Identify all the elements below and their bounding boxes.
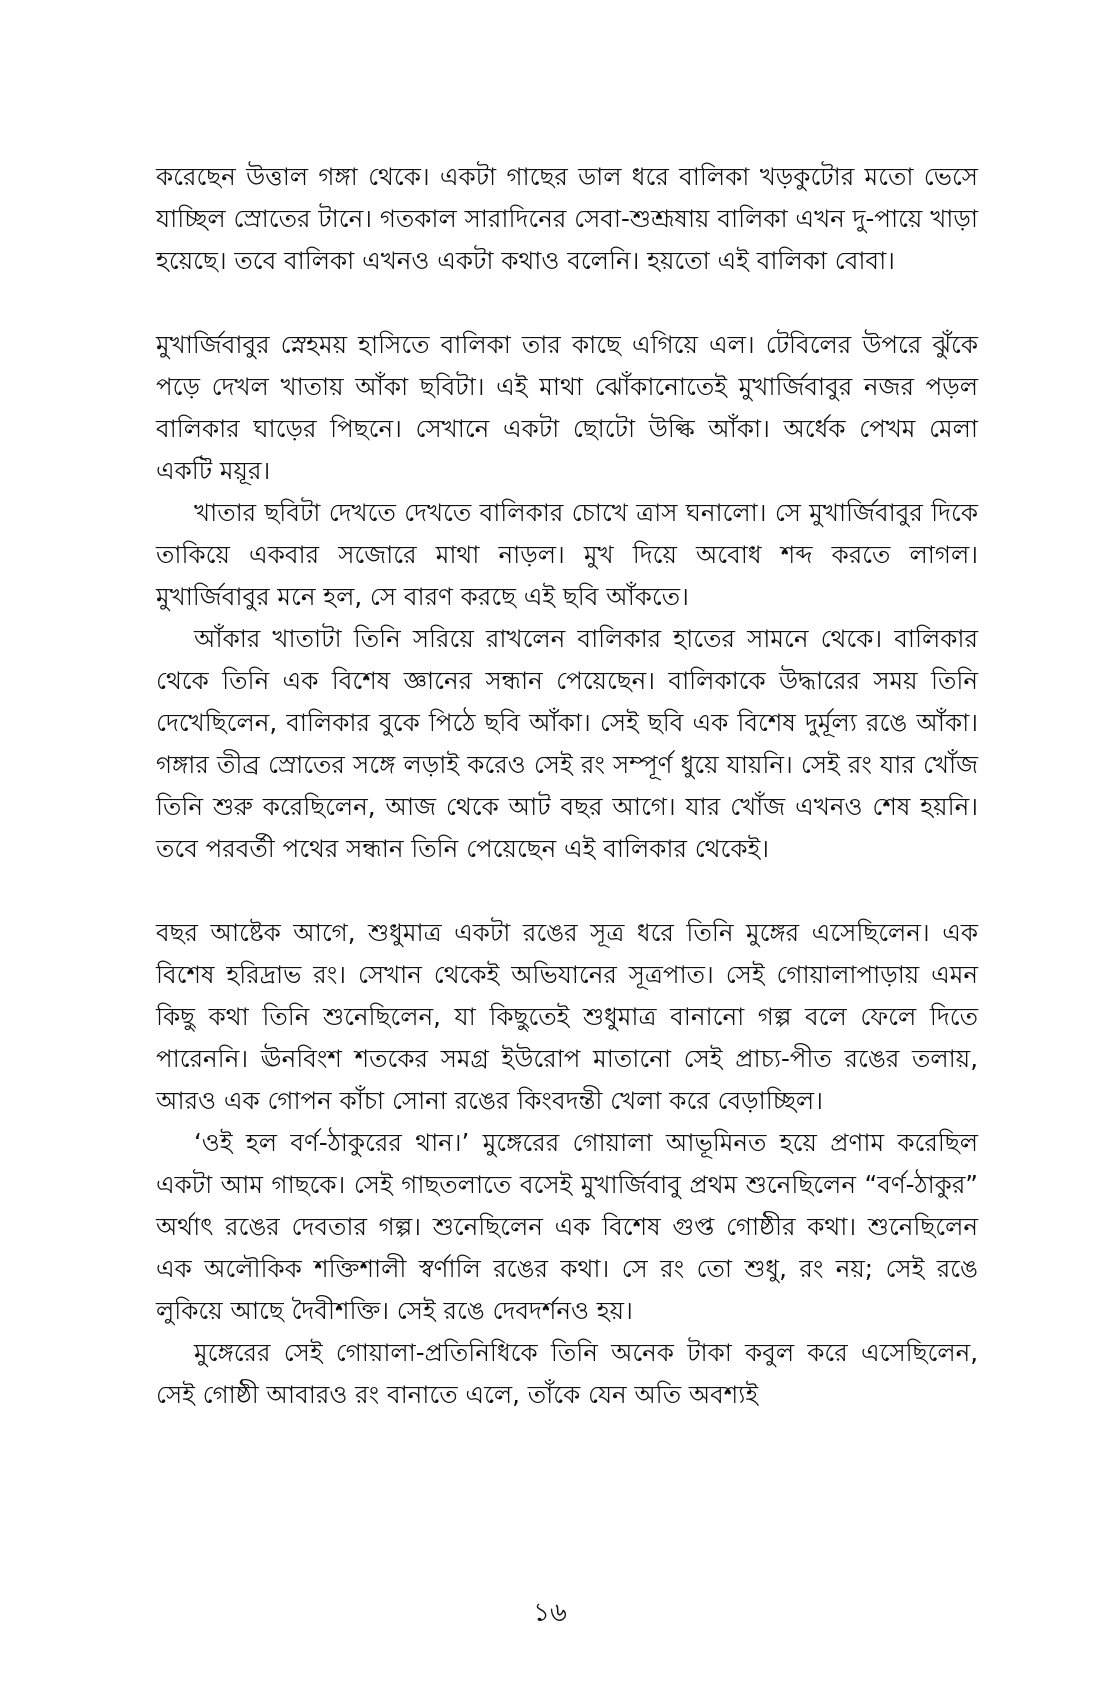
paragraph-continued-rescue: করেছেন উত্তাল গঙ্গা থেকে। একটা গাছের ডাল ধরে বালিকা খড়কুটোর মতো ভেসে যাচ্ছিল স্রোতের টানে। গতকাল সারাদিনের সেবা-শুশ্রূষায় বালিকা এখন দু-পায়ে খাড়া হয়েছে। তবে বালিকা এখনও একটা কথাও বলেনি। হয়তো এই বালিকা বোবা। — [156, 162, 978, 275]
paragraph-girl-fear: খাতার ছবিটা দেখতে দেখতে বালিকার চোখে ত্রাস ঘনালো। সে মুখার্জিবাবুর দিকে তাকিয়ে একবার সজোরে মাথা নাড়ল। মুখ দিয়ে অবোধ শব্দ করতে লাগল। মুখার্জিবাবুর মনে হল, সে বারণ করছে এই ছবি আঁকতে। — [156, 498, 978, 611]
paragraph-munger-journey: বছর আষ্টেক আগে, শুধুমাত্র একটা রঙের সূত্র ধরে তিনি মুঙ্গের এসেছিলেন। এক বিশেষ হরিদ্রাভ রং। সেখান থেকেই অভিযানের সূত্রপাত। সেই গোয়ালাপাড়ায় এমন কিছু কথা তিনি শুনেছিলেন, যা কিছুতেই শুধুমাত্র বানানো গল্প বলে ফেলে দিতে পারেননি। ঊনবিংশ শতকের সমগ্র ইউরোপ মাতানো সেই প্রাচ্য-পীত রঙের তলায়, আরও এক গোপন কাঁচা সোনা রঙের কিংবদন্তী খেলা করে বেড়াচ্ছিল। — [156, 918, 978, 1115]
paragraph-peacock-tattoo: মুখার্জিবাবুর স্নেহময় হাসিতে বালিকা তার কাছে এগিয়ে এল। টেবিলের উপরে ঝুঁকে পড়ে দেখল খাতায় আঁকা ছবিটা। এই মাথা ঝোঁকানোতেই মুখার্জিবাবুর নজর পড়ল বালিকার ঘাড়ের পিছনে। সেখানে একটা ছোটো উল্কি আঁকা। অর্ধেক পেখম মেলা একটি ময়ূর। — [156, 330, 978, 485]
page-body-text — [156, 156, 978, 1416]
paragraph-cowherd-promise: মুঙ্গেরের সেই গোয়ালা-প্রতিনিধিকে তিনি অনেক টাকা কবুল করে এসেছিলেন, সেই গোষ্ঠী আবারও রং বানাতে এলে, তাঁকে যেন অতি অবশ্যই — [156, 1338, 978, 1409]
page-number: ১৬ — [533, 1598, 567, 1628]
paragraph-barna-thakur: ‘ওই হল বর্ণ-ঠাকুরের থান।’ মুঙ্গেরের গোয়ালা আভূমিনত হয়ে প্রণাম করেছিল একটা আম গাছকে। সেই গাছতলাতে বসেই মুখার্জিবাবু প্রথম শুনেছিলেন “বর্ণ-ঠাকুর” অর্থাৎ রঙের দেবতার গল্প। শুনেছিলেন এক বিশেষ গুপ্ত গোষ্ঠীর কথা। শুনেছিলেন এক অলৌকিক শক্তিশালী স্বর্ণালি রঙের কথা। সে রং তো শুধু, রং নয়; সেই রঙে লুকিয়ে আছে দৈবীশক্তি। সেই রঙে দেবদর্শনও হয়। — [156, 1128, 978, 1325]
paragraph-rare-color: আঁকার খাতাটা তিনি সরিয়ে রাখলেন বালিকার হাতের সামনে থেকে। বালিকার থেকে তিনি এক বিশেষ জ্ঞানের সন্ধান পেয়েছেন। বালিকাকে উদ্ধারের সময় তিনি দেখেছিলেন, বালিকার বুকে পিঠে ছবি আঁকা। সেই ছবি এক বিশেষ দুর্মূল্য রঙে আঁকা। গঙ্গার তীব্র স্রোতের সঙ্গে লড়াই করেও সেই রং সম্পূর্ণ ধুয়ে যায়নি। সেই রং যার খোঁজ তিনি শুরু করেছিলেন, আজ থেকে আট বছর আগে। যার খোঁজ এখনও শেষ হয়নি। তবে পরবর্তী পথের সন্ধান তিনি পেয়েছেন এই বালিকার থেকেই। — [156, 624, 978, 863]
